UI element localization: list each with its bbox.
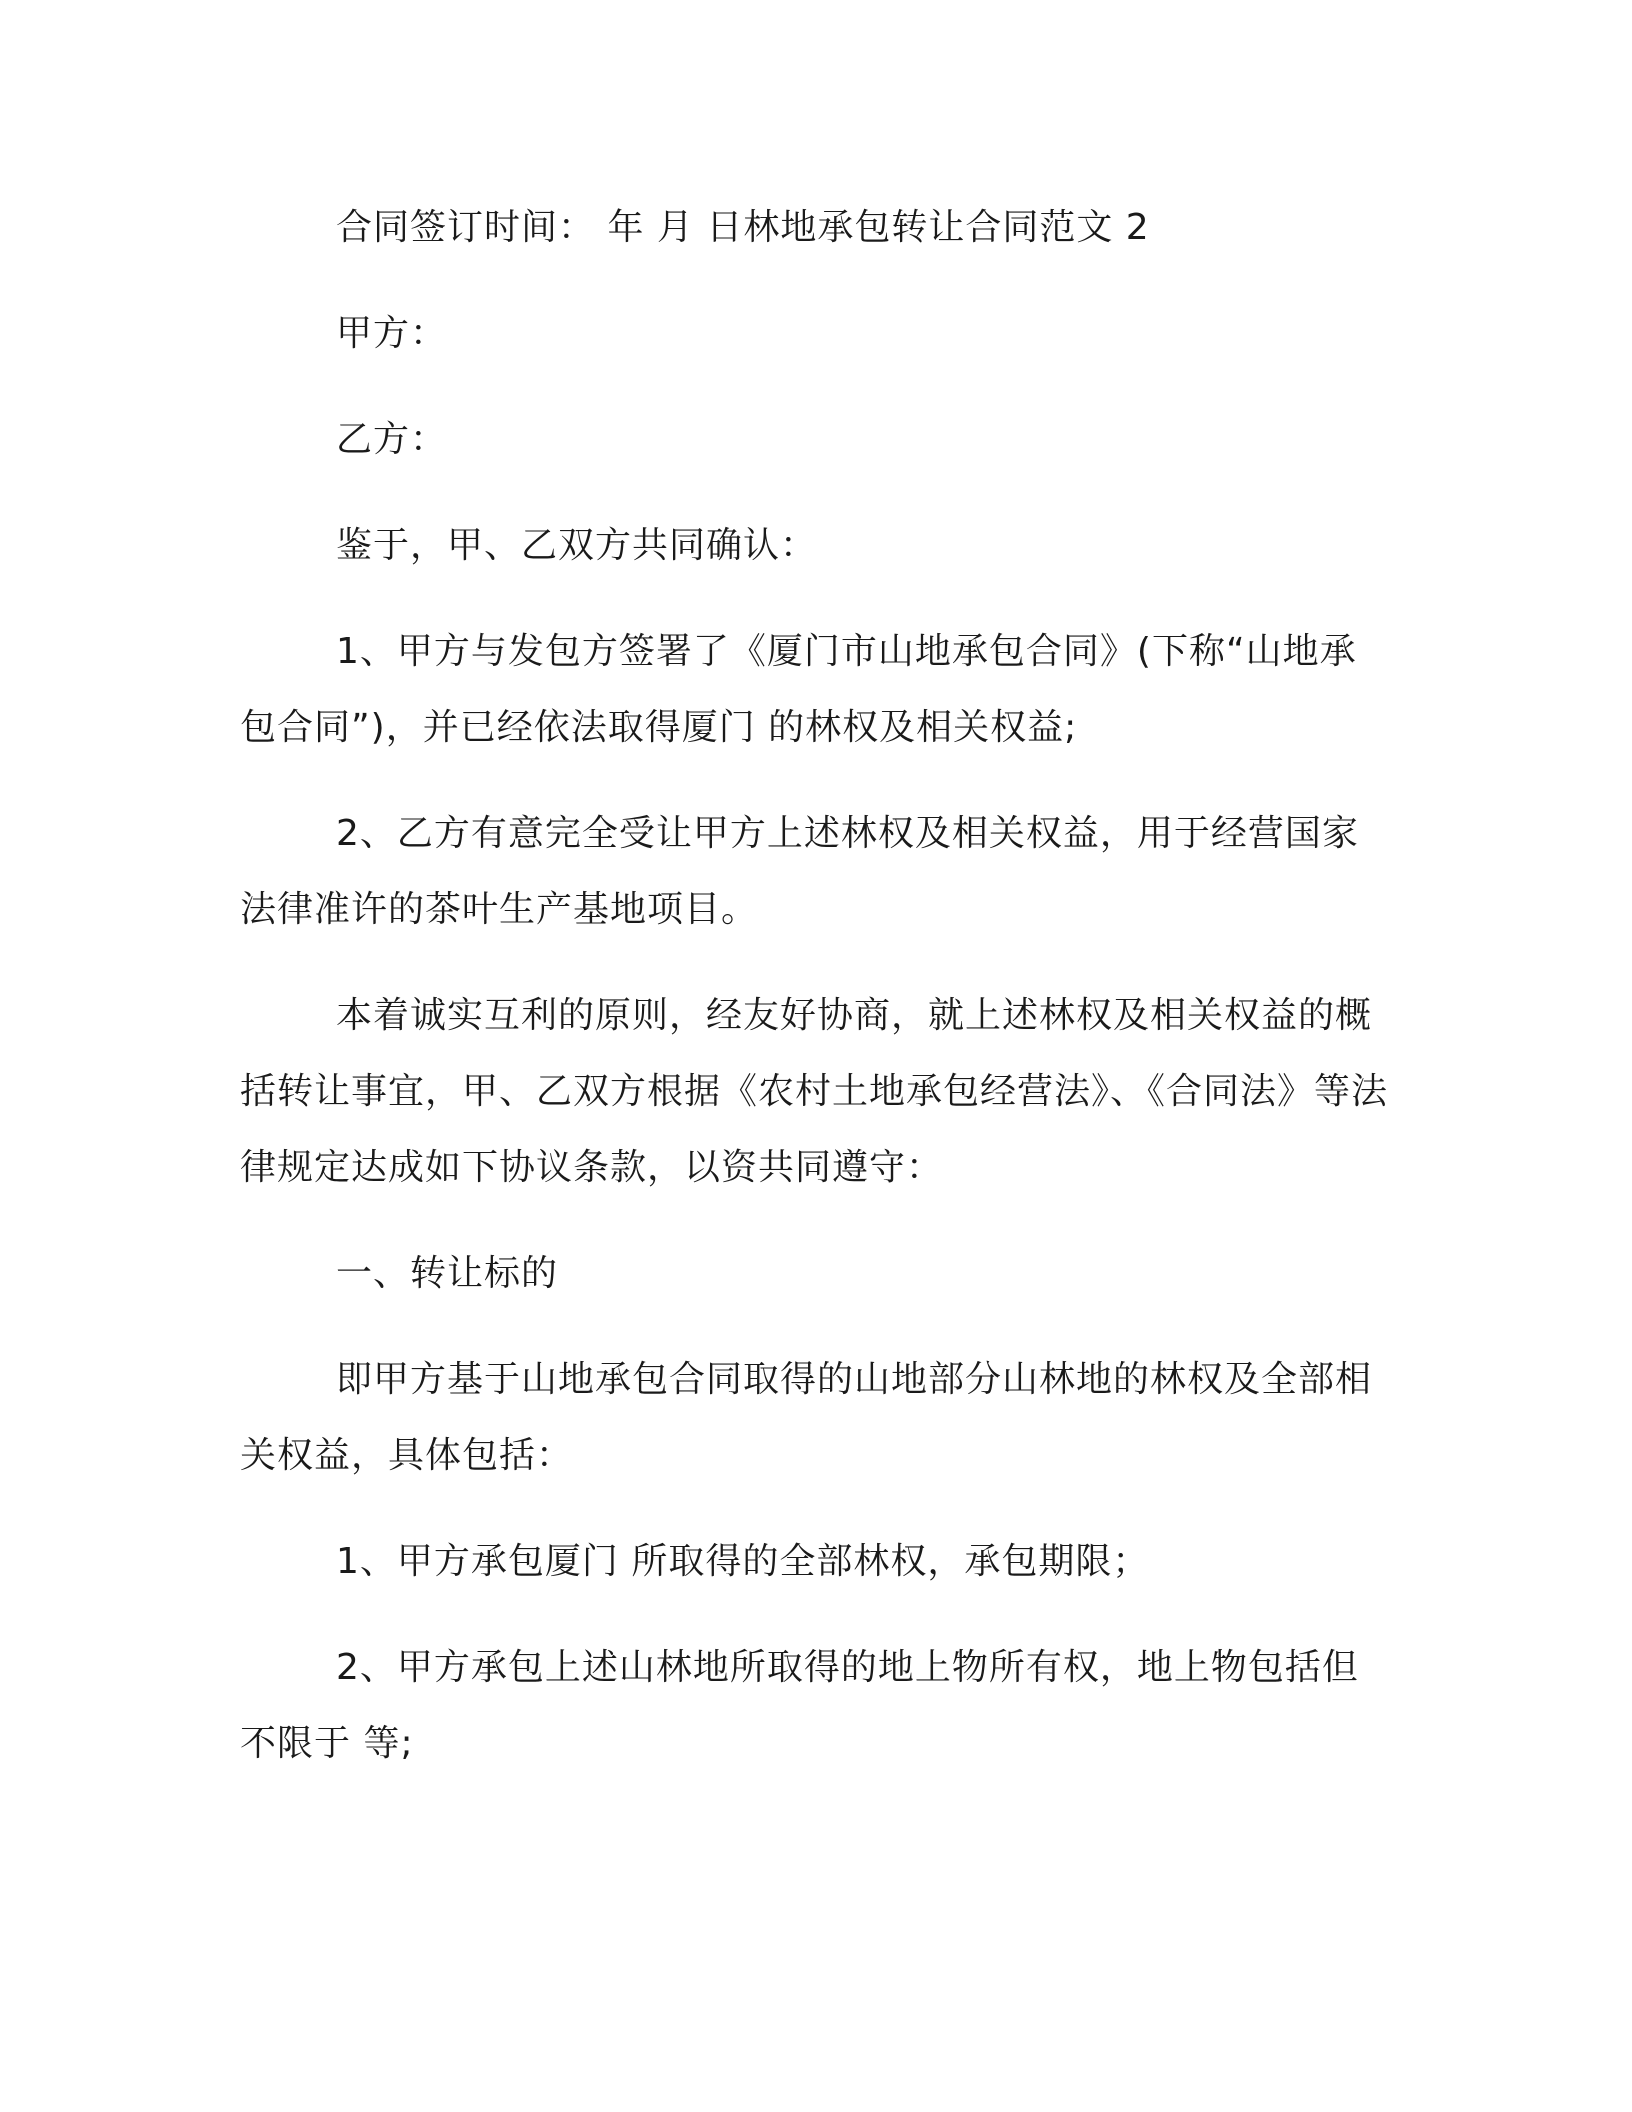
- section-heading-transfer-subject: 一、转让标的: [336, 1253, 559, 1294]
- document-body: [240, 190, 1390, 1812]
- recital-item-2: 2、乙方有意完全受让甲方上述林权及相关权益，用于经营国家法律准许的茶叶生产基地项目。: [240, 813, 1359, 930]
- recital-intro: 鉴于，甲、乙双方共同确认：: [336, 525, 818, 566]
- agreement-preamble: 本着诚实互利的原则，经友好协商，就上述林权及相关权益的概括转让事宜，甲、乙双方根据《农村土地承包经营法》、《合同法》等法律规定达成如下协议条款，以资共同遵守：: [240, 995, 1389, 1188]
- party-a-label: 甲方：: [336, 313, 448, 354]
- transfer-item-1: 1、甲方承包厦门 所取得的全部林权，承包期限；: [336, 1541, 1150, 1582]
- contract-date-title: 合同签订时间： 年 月 日林地承包转让合同范文 2: [336, 207, 1150, 248]
- transfer-item-2: 2、甲方承包上述山林地所取得的地上物所有权，地上物包括但不限于 等;: [240, 1647, 1359, 1764]
- recital-item-1: 1、甲方与发包方签署了《厦门市山地承包合同》(下称“山地承包合同”)，并已经依法取得厦门 的林权及相关权益;: [240, 631, 1357, 748]
- party-b-label: 乙方：: [336, 419, 448, 460]
- transfer-subject-description: 即甲方基于山地承包合同取得的山地部分山林地的林权及全部相关权益，具体包括：: [240, 1359, 1373, 1476]
